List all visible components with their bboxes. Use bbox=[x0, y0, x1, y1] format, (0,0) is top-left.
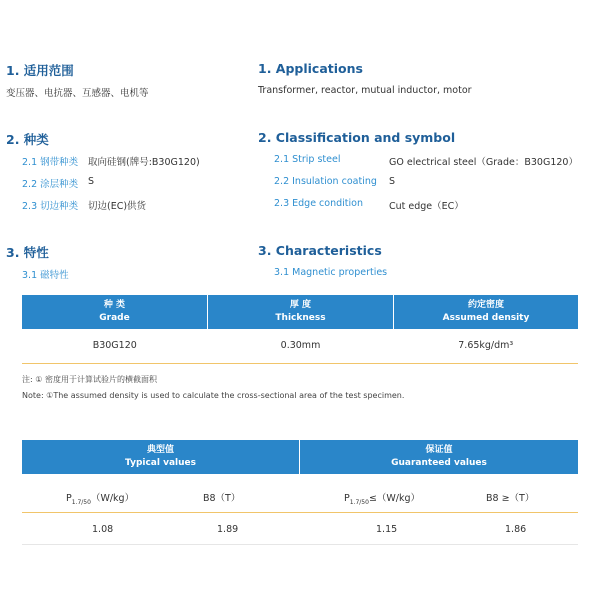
grade-header-cn: 种 类 bbox=[103, 300, 126, 310]
en-section-2-title: 2. Classification and symbol bbox=[258, 130, 456, 145]
guaranteed-values-header bbox=[300, 440, 578, 474]
en-edge-value: Cut edge（EC） bbox=[389, 201, 464, 212]
cn-section-2-title: 2. 种类 bbox=[6, 132, 49, 147]
typical-b8-value: 1.89 bbox=[217, 524, 239, 535]
typical-values-header-en: Typical values bbox=[125, 458, 196, 468]
en-magnetic-label: 3.1 Magnetic properties bbox=[274, 267, 388, 278]
cn-coating-label: 2.2 涂层种类 bbox=[22, 179, 79, 190]
grade-header-en: Grade bbox=[99, 313, 130, 323]
note-en: Note: ①The assumed density is used to calculate the cross-sectional area of the test specimen. bbox=[22, 391, 405, 400]
grade-header bbox=[22, 295, 208, 329]
en-strip-steel-value: GO electrical steel（Grade：B30G120） bbox=[389, 157, 578, 168]
cn-coating-value: S bbox=[88, 176, 95, 187]
en-section-3-title: 3. Characteristics bbox=[258, 243, 382, 258]
en-section-1-title: 1. Applications bbox=[258, 61, 363, 76]
thickness-header-cn: 厚 度 bbox=[289, 300, 312, 310]
guaranteed-b8-value: 1.86 bbox=[505, 524, 527, 535]
note-cn: 注: ① 密度用于计算试验片的横截面积 bbox=[22, 375, 157, 384]
cn-section-1-title: 1. 适用范围 bbox=[6, 63, 74, 78]
en-coating-value: S bbox=[389, 176, 396, 187]
table-row bbox=[22, 329, 578, 361]
guaranteed-loss-value: 1.15 bbox=[376, 524, 398, 535]
density-header bbox=[394, 295, 579, 329]
guaranteed-loss-subheader: $P_{1.7/50}\le(W/kg)$ bbox=[344, 493, 421, 506]
cn-edge-value: 切边(EC)供货 bbox=[88, 201, 147, 212]
thickness-header-en: Thickness bbox=[275, 313, 326, 323]
density-header-en: Assumed density bbox=[442, 313, 530, 323]
thickness-header bbox=[208, 295, 394, 329]
typical-loss-value: 1.08 bbox=[92, 524, 114, 535]
grade-table bbox=[22, 295, 578, 361]
typical-values-header bbox=[22, 440, 299, 474]
cn-strip-steel-value: 取向硅钢(牌号:B30G120) bbox=[88, 157, 200, 168]
density-header-cn: 约定密度 bbox=[467, 300, 504, 310]
subheader-divider bbox=[22, 512, 578, 513]
en-applications-text: Transformer, reactor, mutual inductor, motor bbox=[258, 85, 472, 96]
values-divider bbox=[22, 544, 578, 545]
cn-applications-text: 变压器、电抗器、互感器、电机等 bbox=[6, 88, 149, 99]
en-edge-label: 2.3 Edge condition bbox=[274, 198, 363, 209]
guaranteed-values-header-en: Guaranteed values bbox=[391, 458, 487, 468]
typical-b8-subheader: B8（T） bbox=[203, 493, 241, 504]
typical-values-header-cn: 典型值 bbox=[146, 445, 174, 455]
thickness-cell: 0.30mm bbox=[280, 339, 321, 351]
grade-cell: B30G120 bbox=[92, 339, 137, 351]
cn-magnetic-label: 3.1 磁特性 bbox=[22, 270, 69, 281]
density-cell: 7.65kg/dm³ bbox=[458, 339, 514, 351]
typical-loss-subheader: $P_{1.7/50}(W/kg)$ bbox=[66, 493, 135, 506]
cn-edge-label: 2.3 切边种类 bbox=[22, 201, 79, 212]
guaranteed-values-header-cn: 保证值 bbox=[425, 445, 453, 455]
cn-section-3-title: 3. 特性 bbox=[6, 245, 49, 260]
table-divider bbox=[22, 363, 578, 364]
en-coating-label: 2.2 Insulation coating bbox=[274, 176, 377, 187]
cn-strip-steel-label: 2.1 钢带种类 bbox=[22, 157, 79, 168]
en-strip-steel-label: 2.1 Strip steel bbox=[274, 154, 341, 165]
guaranteed-b8-subheader: B8 ≥（T） bbox=[486, 493, 535, 504]
